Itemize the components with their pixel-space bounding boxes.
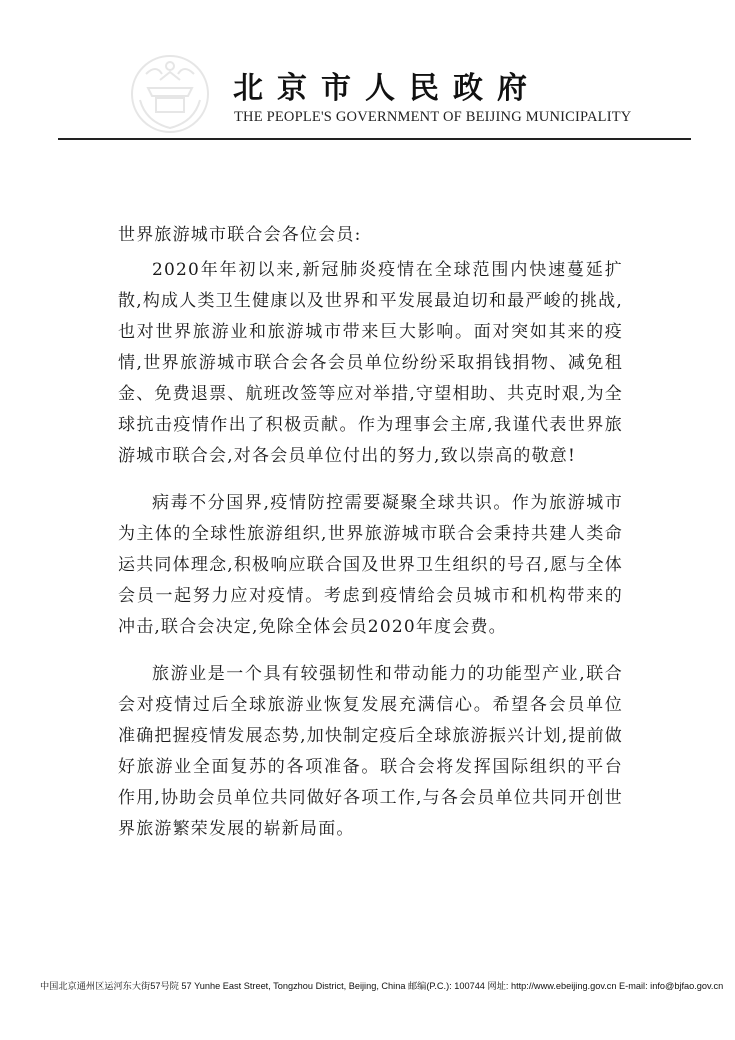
letter-paragraph: 2020年年初以来,新冠肺炎疫情在全球范围内快速蔓延扩散,构成人类卫生健康以及世界和平发展最迫切和最严峻的挑战,也对世界旅游业和旅游城市带来巨大影响。面对突如其来的疫情,世界旅游城市联合会各会员单位纷纷采取捐钱捐物、减免租金、免费退票、航班改签等应对举措,守望相助、共克时艰,为全球抗击疫情作出了积极贡献。作为理事会主席,我谨代表世界旅游城市联合会,对各会员单位付出的努力,致以崇高的敬意!: [118, 260, 623, 466]
letter-paragraph: 旅游业是一个具有较强韧性和带动能力的功能型产业,联合会对疫情过后全球旅游业恢复发展充满信心。希望各会员单位准确把握疫情发展态势,加快制定疫后全球旅游振兴计划,提前做好旅游业全面复苏的各项准备。联合会将发挥国际组织的平台作用,协助会员单位共同做好各项工作,与各会员单位共同开创世界旅游繁荣发展的崭新局面。: [118, 664, 623, 839]
letter-paragraph: 病毒不分国界,疫情防控需要凝聚全球共识。作为旅游城市为主体的全球性旅游组织,世界旅游城市联合会秉持共建人类命运共同体理念,积极响应联合国及世界卫生组织的号召,愿与全体会员一起努力应对疫情。考虑到疫情给会员城市和机构带来的冲击,联合会决定,免除全体会员2020年度会费。: [118, 493, 623, 637]
letter-body: [118, 220, 623, 845]
header-divider: [58, 138, 691, 140]
national-emblem-icon: [126, 50, 214, 136]
letter-salutation: 世界旅游城市联合会各位会员:: [118, 225, 362, 245]
footer-address: 中国北京通州区运河东大街57号院 57 Yunhe East Street, Tongzhou District, Beijing, China 邮编(P.C.): 100744 网址: http://www.ebeijing.gov.cn E-mail: info@bjfao.gov.cn: [40, 981, 724, 991]
government-title-chinese: 北京市人民政府: [233, 71, 541, 106]
government-title-english: THE PEOPLE'S GOVERNMENT OF BEIJING MUNICIPALITY: [234, 109, 632, 125]
